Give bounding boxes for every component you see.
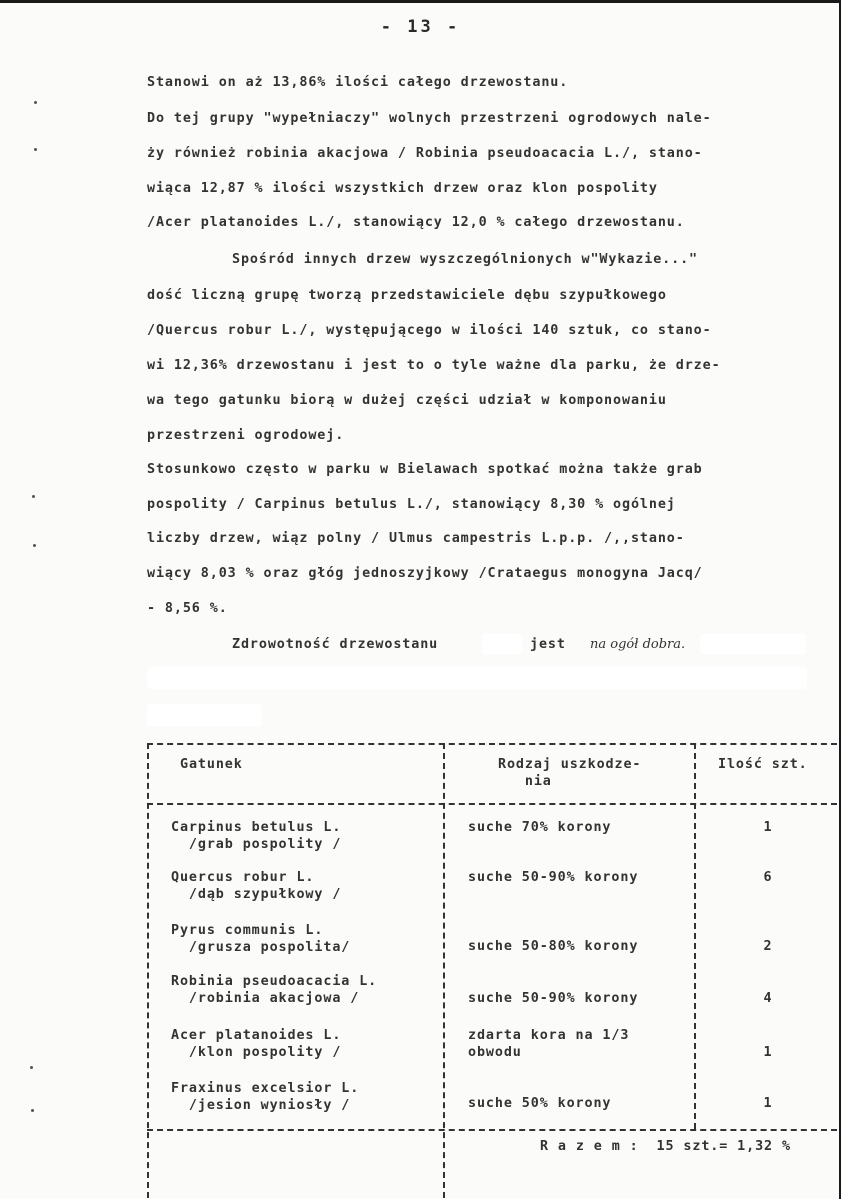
text-line: Spośród innych drzew wyszczególnionych w"Wykazie..." (232, 252, 699, 267)
text-line: Do tej grupy "wypełniaczy" wolnych przestrzeni ogrodowych nale- (147, 111, 712, 126)
row-count: 1 (763, 820, 773, 835)
redaction-block (700, 634, 806, 654)
text-line: pospolity / Carpinus betulus L./, stanowiący 8,30 % ogólnej (147, 497, 676, 512)
margin-speck (34, 148, 37, 151)
row-species: Robinia pseudoacacia L. /robinia akacjowa / (171, 974, 378, 1006)
text-line: /Quercus robur L./, występującego w ilości 140 sztuk, co stano- (147, 323, 712, 338)
row-count: 4 (763, 991, 773, 1006)
redaction-block (147, 667, 807, 689)
table-rule-top (147, 743, 837, 745)
margin-speck (32, 495, 35, 498)
table-rule-col2 (694, 743, 696, 1129)
text-line: ży również robinia akacjowa / Robinia pseudoacacia L./, stano- (147, 146, 703, 161)
text-line: wiący 8,03 % oraz głóg jednoszyjkowy /Crataegus monogyna Jacq/ (147, 566, 703, 581)
text-line: Stosunkowo często w parku w Bielawach spotkać można także grab (147, 462, 703, 477)
page-number: - 13 - (380, 17, 461, 37)
header-count: Ilość szt. (718, 757, 808, 772)
redaction-block (147, 704, 262, 726)
header-species: Gatunek (180, 757, 243, 772)
row-damage: suche 50% korony (468, 1096, 612, 1111)
row-count: 1 (763, 1096, 773, 1111)
handwritten-note: na ogół dobra. (590, 637, 686, 652)
row-species: Pyrus communis L. /grusza pospolita/ (171, 923, 351, 955)
text-line: - 8,56 %. (147, 601, 228, 616)
text-line: /Acer platanoides L./, stanowiący 12,0 % całego drzewostanu. (147, 215, 685, 230)
table-rule-left (147, 743, 149, 1198)
text-line: przestrzeni ogrodowej. (147, 428, 345, 443)
row-damage: suche 50-90% korony (468, 991, 639, 1006)
header-damage: Rodzaj uszkodze- nia (498, 757, 642, 789)
row-species: Acer platanoides L. /klon pospolity / (171, 1028, 342, 1060)
text-line: wi 12,36% drzewostanu i jest to o tyle ważne dla parku, że drze- (147, 358, 721, 373)
row-species: Carpinus betulus L. /grab pospolity / (171, 820, 342, 852)
redaction-block (482, 634, 522, 654)
row-damage: suche 50-90% korony (468, 870, 639, 885)
table-rule-header (147, 803, 837, 805)
row-damage: zdarta kora na 1/3 obwodu (468, 1028, 630, 1060)
row-count: 2 (763, 939, 773, 954)
text-line: dość liczną grupę tworzą przedstawiciele dębu szypułkowego (147, 288, 667, 303)
row-species: Fraxinus excelsior L. /jesion wyniosły / (171, 1081, 360, 1113)
health-lead: Zdrowotność drzewostanu (232, 637, 439, 652)
text-line: wa tego gatunku biorą w dużej części udział w komponowaniu (147, 393, 667, 408)
row-species: Quercus robur L. /dąb szypułkowy / (171, 870, 342, 902)
text-line: liczby drzew, wiąz polny / Ulmus campestris L.p.p. /,,stano- (147, 531, 685, 546)
health-verb: jest (530, 637, 566, 652)
row-count: 6 (763, 870, 773, 885)
margin-speck (33, 544, 36, 547)
row-damage: suche 70% korony (468, 820, 612, 835)
margin-speck (30, 1066, 33, 1069)
margin-speck (34, 101, 37, 104)
text-line: Stanowi on aż 13,86% ilości całego drzewostanu. (147, 75, 569, 90)
row-count: 1 (763, 1045, 773, 1060)
table-total: R a z e m : 15 szt.= 1,32 % (540, 1139, 791, 1154)
margin-speck (31, 1109, 34, 1112)
row-damage: suche 50-80% korony (468, 939, 639, 954)
table-rule-bottom (147, 1129, 837, 1131)
table-rule-col1 (443, 743, 445, 1198)
text-line: wiąca 12,87 % ilości wszystkich drzew oraz klon pospolity (147, 181, 658, 196)
